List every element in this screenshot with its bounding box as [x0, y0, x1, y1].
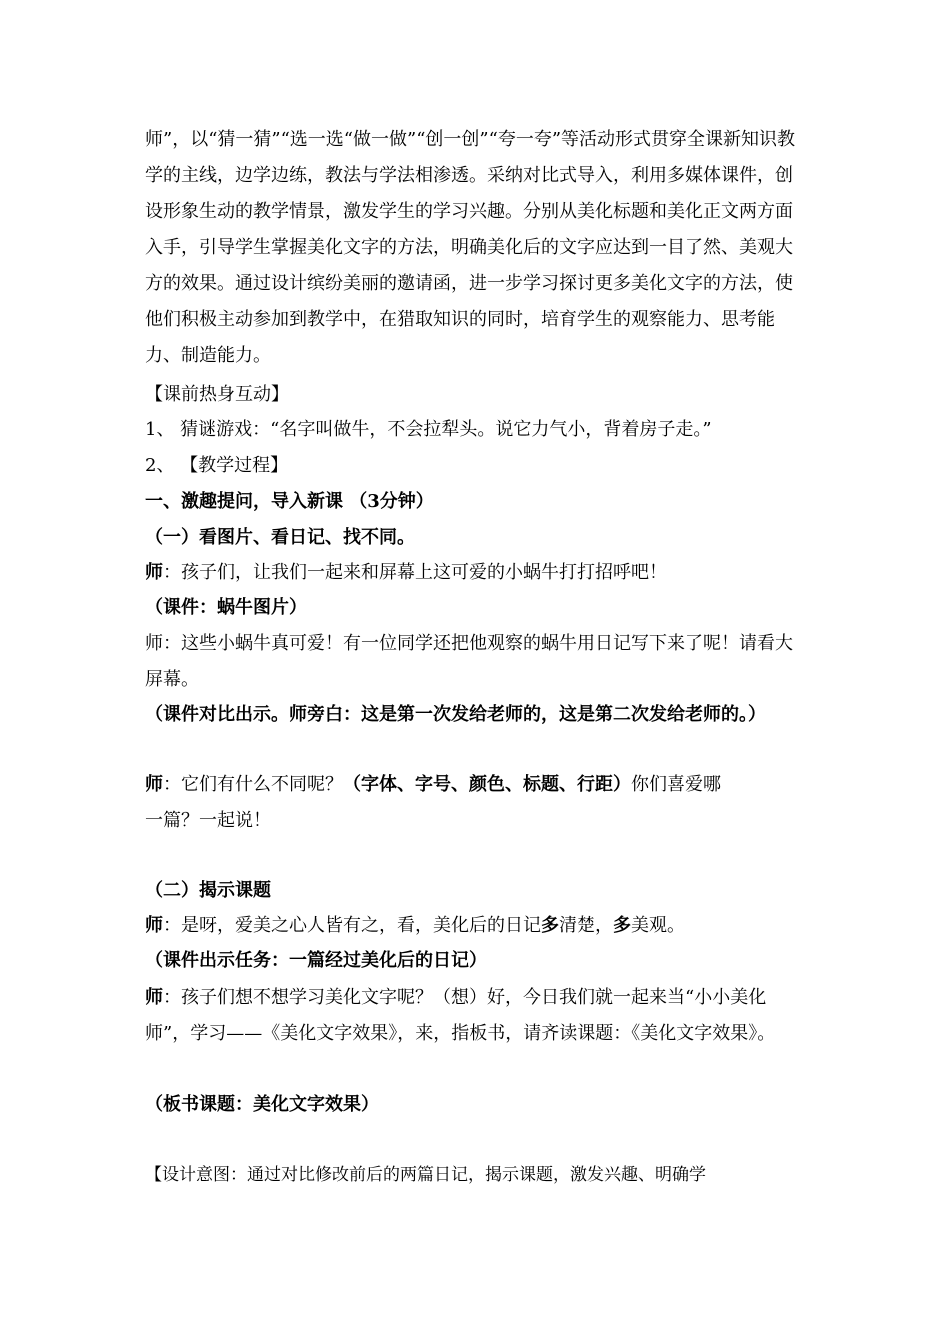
teacher-line-text: ：是呀，爱美之心人皆有之，看，美化后的日记	[163, 915, 541, 936]
teacher-line-text: ：孩子们想不想学习美化文字呢？（想）好，今日我们就一起来当“小小美化师”，学习——《美化文字效果》，来，指板书，请齐读课题：《美化文字效果》。	[145, 987, 776, 1044]
courseware-note-2: （课件对比出示。师旁白：这是第一次发给老师的，这是第二次发给老师的。）	[145, 704, 766, 725]
emphasis-word: 多	[613, 915, 631, 936]
teacher-line-3-continued: 一篇？一起说！	[145, 810, 271, 831]
subsection-heading-2: （二）揭示课题	[145, 880, 271, 901]
teacher-line-5	[145, 980, 807, 1052]
emphasis-word: 多	[541, 915, 559, 936]
speaker-label: 师	[145, 562, 163, 583]
speaker-label: 师	[145, 774, 163, 795]
teacher-line-2: 师：这些小蜗牛真可爱！有一位同学还把他观察的蜗牛用日记写下来了呢！请看大屏幕。	[145, 633, 793, 690]
teacher-line-4	[145, 911, 685, 941]
teacher-line-text: ：孩子们，让我们一起来和屏幕上这可爱的小蜗牛打打招呼吧！	[163, 562, 667, 583]
teacher-line-text: 美观。	[631, 915, 685, 936]
teacher-line-text: 清楚，	[559, 915, 613, 936]
subsection-heading-1: （一）看图片、看日记、找不同。	[145, 527, 415, 548]
speaker-label: 师	[145, 987, 163, 1008]
list-item-2: 2、 【教学过程】	[145, 455, 289, 476]
courseware-note-1: （课件：蜗牛图片）	[145, 597, 307, 618]
warmup-heading: 【课前热身互动】	[145, 384, 289, 405]
design-intent: 【设计意图：通过对比修改前后的两篇日记，揭示课题，激发兴趣、明确学	[145, 1165, 706, 1185]
teacher-line-text: 你们喜爱哪	[631, 774, 721, 795]
intro-paragraph: 师”，以“猜一猜”“选一选“做一做”“创一创”“夸一夸”等活动形式贯穿全课新知识教学的主线，边学边练，教法与学法相渗透。采纳对比式导入，利用多媒体课件，创设形象生动的教学情景，激发学生的学习兴趣。分别从美化标题和美化正文两方面入手，引导学生掌握美化文字的方法，明确美化后的文字应达到一目了然、美观大方的效果。通过设计缤纷美丽的邀请函，进一步学习探讨更多美化文字的方法，使他们积极主动参加到教学中，在猎取知识的同时，培育学生的观察能力、思考能力、制造能力。	[145, 129, 796, 366]
section-heading-1: 一、激趣提问，导入新课 （3分钟）	[145, 491, 434, 512]
list-item-1: 1、 猜谜游戏：“名字叫做牛，不会拉犁头。说它力气小，背着房子走。”	[145, 419, 712, 440]
board-note: （板书课题：美化文字效果）	[145, 1094, 379, 1115]
courseware-note-3: （课件出示任务：一篇经过美化后的日记）	[145, 950, 487, 971]
answer-list: （字体、字号、颜色、标题、行距）	[343, 774, 631, 795]
teacher-line-1	[145, 558, 667, 588]
speaker-label: 师	[145, 915, 163, 936]
teacher-line-3	[145, 770, 721, 800]
teacher-line-text: ：它们有什么不同呢？	[163, 774, 343, 795]
